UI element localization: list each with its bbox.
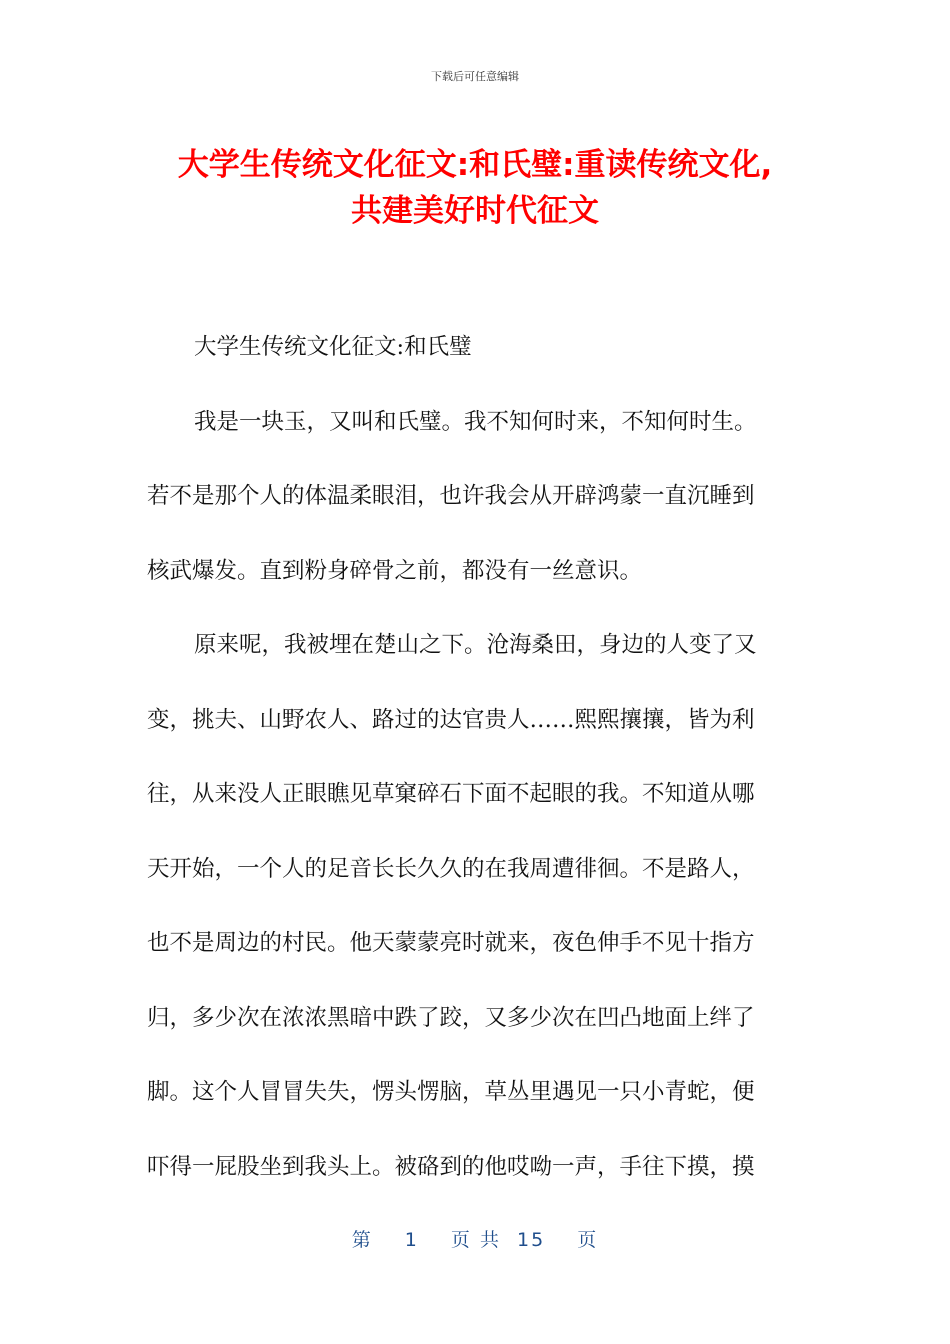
body-line: 天开始，一个人的足音长长久久的在我周遭徘徊。不是路人， [147,855,755,882]
body-line: 脚。这个人冒冒失失，愣头愣脑，草丛里遇见一只小青蛇，便 [147,1079,755,1105]
document-title [130,142,820,234]
footer-suffix: 页 [577,1229,599,1251]
body-line: 吓得一屁股坐到我头上。被硌到的他哎呦一声，手往下摸，摸 [147,1153,755,1180]
document-body [147,320,792,1214]
body-line: 核武爆发。直到粉身碎骨之前，都没有一丝意识。 [147,557,643,584]
title-line-2: 共建美好时代征文 [351,193,599,229]
body-line: 我是一块玉，又叫和氏璧。我不知何时来，不知何时生。 [194,408,757,435]
header-note: 下载后可任意编辑 [431,70,519,83]
body-line: 原来呢，我被埋在楚山之下。沧海桑田，身边的人变了又 [194,632,757,658]
body-line: 往，从来没人正眼瞧见草窠碎石下面不起眼的我。不知道从哪 [147,781,755,807]
footer-middle: 页 共 [450,1229,501,1251]
body-line: 归，多少次在浓浓黑暗中跌了跤，又多少次在凹凸地面上绊了 [147,1004,755,1031]
body-line: 大学生传统文化征文:和氏璧 [194,334,472,360]
body-line: 若不是那个人的体温柔眼泪，也许我会从开辟鸿蒙一直沉睡到 [147,483,755,509]
title-line-1: 大学生传统文化征文:和氏璧:重读传统文化, [177,147,773,183]
page-footer [0,1225,950,1252]
body-line: 也不是周边的村民。他天蒙蒙亮时就来，夜色伸手不见十指方 [147,930,755,956]
body-line: 变，挑夫、山野农人、路过的达官贵人……熙熙攘攘，皆为利 [147,706,755,733]
footer-prefix: 第 [351,1229,373,1251]
footer-page-number: 1 [404,1229,419,1251]
footer-total-pages: 15 [517,1229,546,1251]
